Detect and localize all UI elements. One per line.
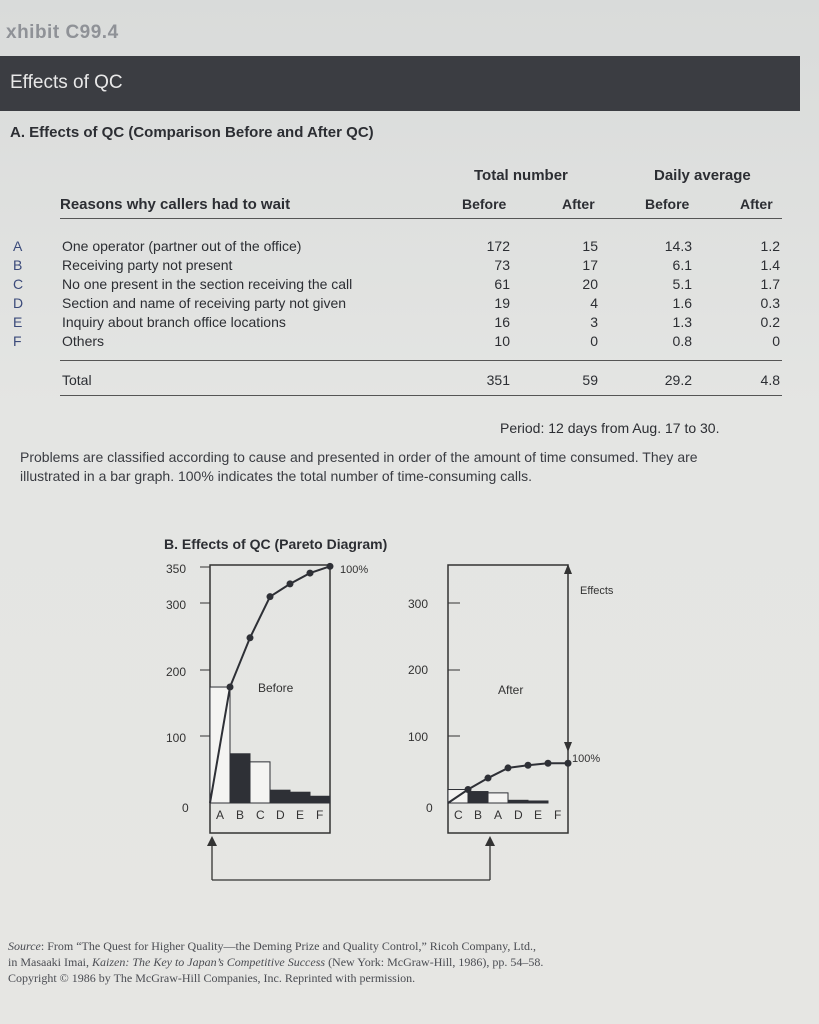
source-line-2a: in Masaaki Imai, — [8, 955, 92, 969]
table-row — [0, 257, 800, 276]
row-label: Section and name of receiving party not given — [62, 295, 347, 311]
exhibit-label: xhibit C99.4 — [6, 22, 119, 43]
row-code: C — [13, 276, 24, 292]
before-bar-D — [270, 790, 290, 803]
banner-title: Effects of QC — [10, 72, 123, 93]
source-book-title: Kaizen: The Key to Japan’s Competitive Success — [91, 955, 326, 969]
after-category-B: B — [474, 808, 483, 822]
source-line-2b: (New York: McGraw-Hill, 1986), pp. 54–58. — [325, 955, 544, 969]
source-line-3: Copyright © 1986 by The McGraw-Hill Companies, Inc. Reprinted with permission. — [8, 971, 416, 985]
after-category-A: A — [494, 808, 503, 822]
row-daily-after: 1.7 — [760, 276, 780, 292]
before-bar-F — [310, 796, 330, 803]
source-label: Source — [8, 939, 41, 953]
section-b-title: B. Effects of QC (Pareto Diagram) — [164, 536, 388, 552]
before-cumulative-point-F — [327, 563, 334, 570]
effects-label: Effects — [580, 585, 614, 597]
after-bar-B — [468, 792, 488, 803]
before-cumulative-point-E — [307, 570, 314, 577]
row-total-after: 20 — [582, 276, 598, 292]
row-total-before: 16 — [494, 314, 510, 330]
row-total-before: 73 — [494, 257, 510, 273]
table-row — [0, 314, 800, 333]
row-daily-after: 0.2 — [760, 314, 780, 330]
after-category-E: E — [534, 808, 543, 822]
before-category-B: B — [236, 808, 245, 822]
total-daily-before: 29.2 — [664, 372, 692, 388]
after-cumulative-point-C — [465, 786, 472, 793]
after-ytick-200: 200 — [408, 663, 429, 677]
after-category-F: F — [554, 808, 562, 822]
row-daily-before: 1.3 — [672, 314, 692, 330]
header-reasons: Reasons why callers had to wait — [60, 196, 291, 213]
row-total-after: 3 — [590, 314, 598, 330]
row-daily-after: 0 — [772, 333, 780, 349]
bottom-rule — [60, 395, 782, 396]
before-ytick-350: 350 — [166, 562, 187, 576]
row-daily-before: 1.6 — [672, 295, 692, 311]
before-category-D: D — [276, 808, 285, 822]
before-cumulative-point-C — [267, 593, 274, 600]
total-after: 59 — [582, 372, 598, 388]
after-ytick-100: 100 — [408, 730, 429, 744]
section-a-title: A. Effects of QC (Comparison Before and After QC) — [10, 124, 374, 141]
pareto-diagram — [150, 550, 630, 890]
after-bar-E — [528, 801, 548, 803]
table-row — [0, 333, 800, 352]
row-label: One operator (partner out of the office) — [62, 238, 302, 254]
row-code: B — [13, 257, 23, 273]
header-total-after: After — [562, 196, 595, 212]
row-label: Receiving party not present — [62, 257, 233, 273]
after-category-D: D — [514, 808, 523, 822]
before-bar-B — [230, 754, 250, 803]
total-rule — [60, 360, 782, 361]
after-cumulative-point-B — [485, 775, 492, 782]
before-bar-C — [250, 762, 270, 803]
row-daily-before: 5.1 — [672, 276, 692, 292]
header-total-number: Total number — [474, 167, 568, 184]
effects-arrow-down-icon — [564, 742, 572, 752]
row-daily-before: 14.3 — [664, 238, 692, 254]
before-category-A: A — [216, 808, 225, 822]
after-ytick-300: 300 — [408, 597, 429, 611]
after-ytick-0: 0 — [426, 801, 433, 815]
title-banner — [0, 56, 800, 111]
header-total-before: Before — [462, 196, 507, 212]
row-total-before: 10 — [494, 333, 510, 349]
row-label: Inquiry about branch office locations — [62, 314, 286, 330]
before-category-labels — [216, 808, 323, 822]
after-cumulative-point-E — [545, 760, 552, 767]
before-ytick-200: 200 — [166, 665, 187, 679]
connector-arrow-up-icon — [485, 836, 495, 846]
after-cumulative-point-D — [525, 762, 532, 769]
after-cumulative-point-A — [505, 764, 512, 771]
total-label: Total — [62, 372, 92, 388]
row-daily-after: 1.4 — [760, 257, 780, 273]
before-category-E: E — [296, 808, 305, 822]
header-daily-average: Daily average — [654, 167, 751, 184]
row-total-after: 17 — [582, 257, 598, 273]
row-total-before: 172 — [486, 238, 510, 254]
after-bar-D — [508, 800, 528, 803]
row-daily-before: 0.8 — [672, 333, 692, 349]
source-line-1: : From “The Quest for Higher Quality—the Deming Prize and Quality Control,” Ricoh Company, Ltd., — [40, 939, 537, 953]
header-daily-after: After — [740, 196, 773, 212]
table-row — [0, 295, 800, 314]
row-code: E — [13, 314, 23, 330]
header-daily-before: Before — [645, 196, 690, 212]
before-cumulative-point-A — [227, 684, 234, 691]
before-category-C: C — [256, 808, 265, 822]
table-row — [0, 238, 800, 257]
before-cumulative-point-B — [247, 634, 254, 641]
before-ytick-0: 0 — [182, 801, 189, 815]
row-label: No one present in the section receiving the call — [62, 276, 353, 292]
before-100pct-label: 100% — [340, 564, 369, 576]
before-ytick-300: 300 — [166, 598, 187, 612]
row-daily-after: 0.3 — [760, 295, 780, 311]
row-code: D — [13, 295, 24, 311]
after-category-labels — [454, 808, 561, 822]
row-code: F — [13, 333, 22, 349]
after-bar-A — [488, 793, 508, 803]
source-citation — [8, 938, 808, 986]
header-rule — [60, 218, 782, 219]
row-total-after: 4 — [590, 295, 598, 311]
before-cumulative-point-D — [287, 580, 294, 587]
row-total-before: 19 — [494, 295, 510, 311]
row-total-after: 15 — [582, 238, 598, 254]
description-paragraph: Problems are classified according to cause and presented in order of the amount of time consumed. They are illustrated in a bar graph. 100% indicates the total number of time-consuming calls. — [20, 449, 698, 484]
table-total-row — [0, 372, 800, 391]
row-total-after: 0 — [590, 333, 598, 349]
after-100pct-label: 100% — [572, 753, 601, 765]
before-chart-title: Before — [258, 681, 294, 695]
after-category-C: C — [454, 808, 463, 822]
total-daily-after: 4.8 — [760, 372, 780, 388]
after-cumulative-point-F — [565, 760, 572, 767]
after-chart-title: After — [498, 683, 524, 697]
before-ytick-100: 100 — [166, 731, 187, 745]
total-before: 351 — [486, 372, 510, 388]
row-total-before: 61 — [494, 276, 510, 292]
connector-arrow-up-icon — [207, 836, 217, 846]
row-daily-after: 1.2 — [760, 238, 780, 254]
row-code: A — [13, 238, 23, 254]
after-bars — [448, 790, 548, 803]
table-row — [0, 276, 800, 295]
period-note: Period: 12 days from Aug. 17 to 30. — [500, 420, 720, 436]
before-category-F: F — [316, 808, 324, 822]
before-bar-E — [290, 792, 310, 803]
row-daily-before: 6.1 — [672, 257, 692, 273]
row-label: Others — [62, 333, 105, 349]
